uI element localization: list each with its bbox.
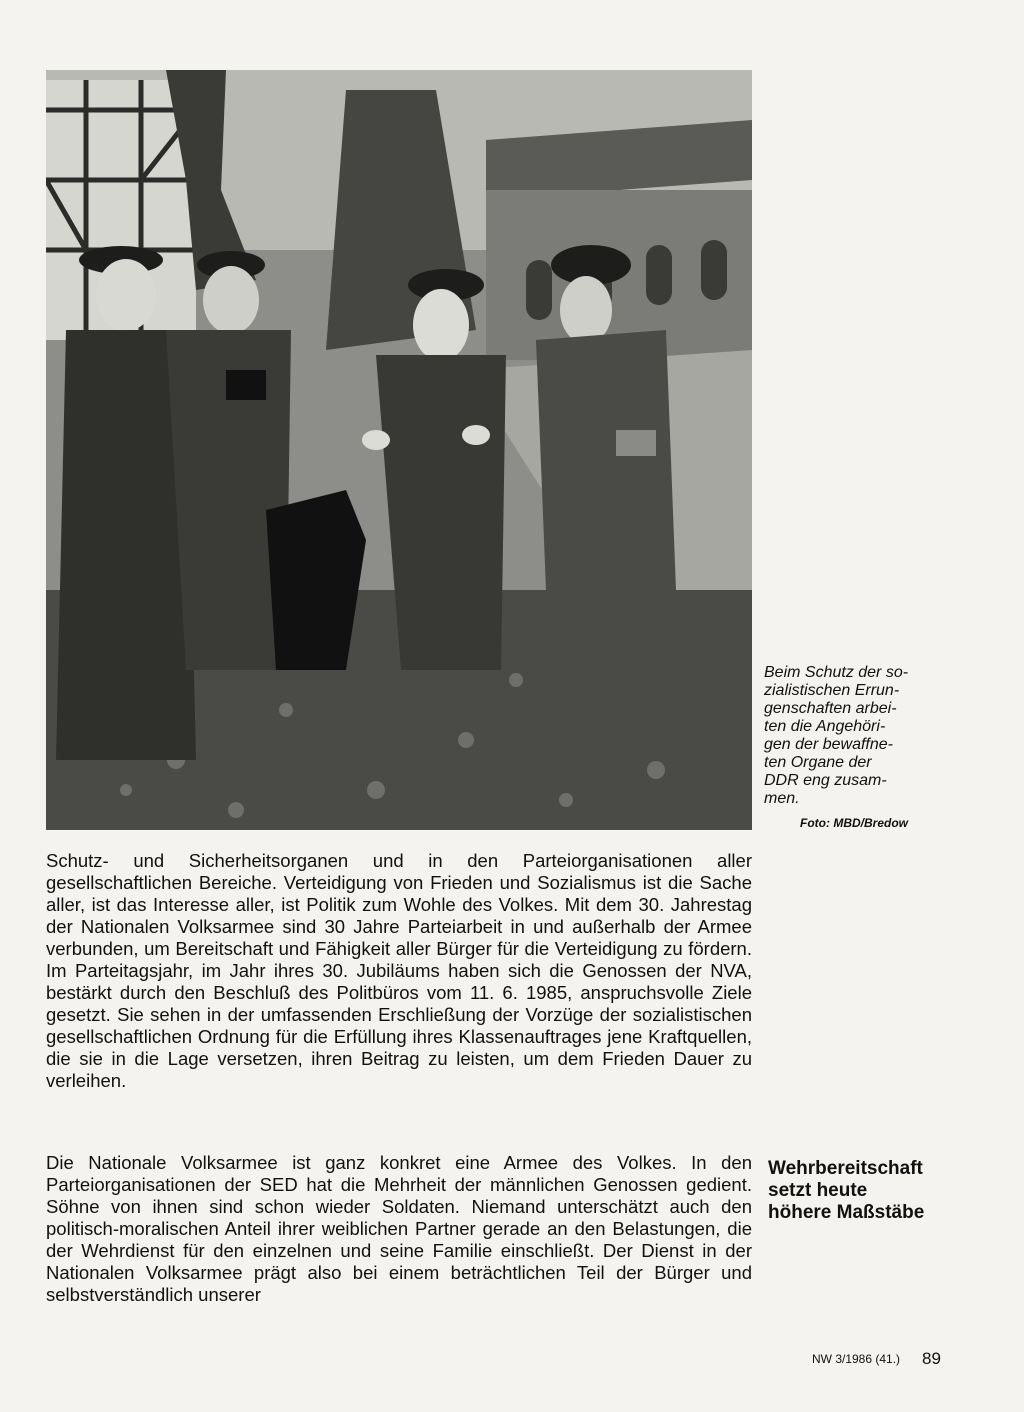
photo-caption: [764, 664, 964, 808]
caption-line: genschaften arbei-: [764, 700, 897, 717]
caption-line: ten Organe der: [764, 754, 872, 771]
caption-line: gen der bewaffne-: [764, 736, 893, 753]
issue-reference: NW 3/1986 (41.): [812, 1352, 901, 1366]
photo-credit: Foto: MBD/Bredow: [800, 816, 908, 830]
caption-line: ten die Angehöri-: [764, 718, 886, 735]
caption-line: men.: [764, 790, 800, 807]
page-number: 89: [922, 1349, 941, 1368]
margin-heading: [768, 1158, 968, 1224]
body-paragraph-1: Schutz- und Sicherheitsorganen und in den Parteiorganisationen aller gesellschaftlichen Bereiche. Verteidigung von Frieden und Sozialismus ist die Sache aller, ist das Interesse aller, ist Politik zum Wohle des Volkes. Mit dem 30. Jahrestag der Nationalen Volksarmee sind 30 Jahre Parteiarbeit in und außerhalb der Armee verbunden, um Bereitschaft und Fähigkeit aller Bürger für die Verteidigung zu fördern. Im Parteitagsjahr, im Jahr ihres 30. Jubiläums haben sich die Genossen der NVA, bestärkt durch den Beschluß des Politbüros vom 11. 6. 1985, anspruchsvolle Ziele gesetzt. Sie sehen in der umfassenden Erschließung der Vorzüge der sozialistischen gesellschaftlichen Ordnung für die Erfüllung ihres Klassenauftrages jene Kraftquellen, die sie in die Lage versetzen, ihren Beitrag zu leisten, um dem Frieden Dauer zu verleihen.: [46, 850, 752, 1091]
margin-heading-line: höhere Maßstäbe: [768, 1202, 925, 1223]
photo-patrol-group: [46, 70, 752, 830]
margin-heading-line: setzt heute: [768, 1180, 868, 1201]
caption-line: Beim Schutz der so-: [764, 664, 909, 681]
photo-illustration: [46, 70, 752, 830]
caption-line: zialistischen Errun-: [764, 682, 900, 699]
body-paragraph-2: Die Nationale Volksarmee ist ganz konkret eine Armee des Volkes. In den Parteiorganisationen der SED hat die Mehrheit der männlichen Genossen gedient. Söhne von ihnen sind schon wieder Soldaten. Niemand unterschätzt auch den politisch-moralischen Anteil ihrer weiblichen Partner gerade an den Belastungen, die der Wehrdienst für den einzelnen und seine Familie einschließt. Der Dienst in der Nationalen Volksarmee prägt also bei einem beträchtlichen Teil der Bürger und selbstverständlich unserer: [46, 1152, 752, 1305]
margin-heading-line: Wehrbereitschaft: [768, 1158, 923, 1179]
caption-line: DDR eng zusam-: [764, 772, 887, 789]
